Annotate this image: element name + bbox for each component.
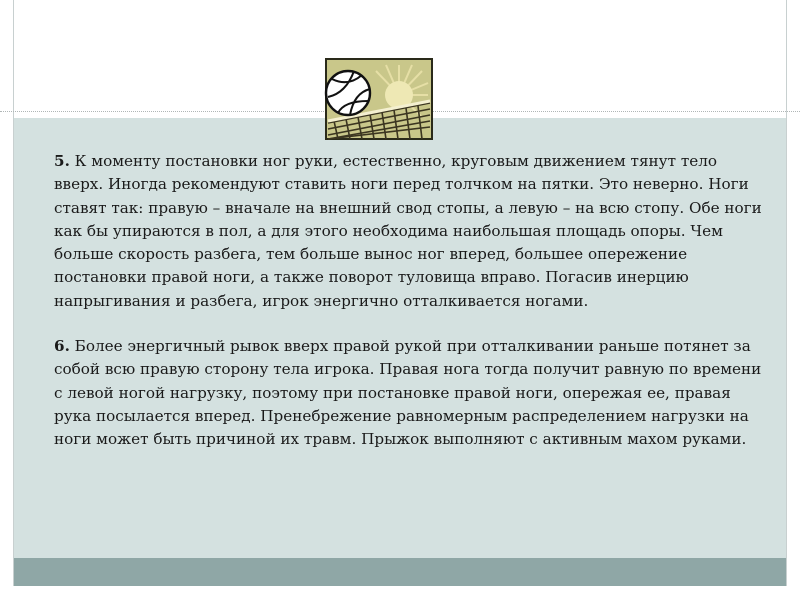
paragraph-number: 5.	[54, 152, 70, 170]
paragraph-number: 6.	[54, 337, 70, 356]
bottom-strip	[0, 586, 800, 600]
footer-bar	[14, 558, 786, 586]
body-text	[54, 150, 766, 452]
volleyball-net-icon	[324, 57, 434, 141]
paragraph-5	[54, 150, 766, 313]
frame-line-right	[786, 0, 787, 600]
paragraph-6	[54, 335, 766, 451]
paragraph-text: Более энергичный рывок вверх правой рукой при отталкивании раньше потянет за собой всю правую сторону тела игрока. Правая нога тогда получит равную по времени с левой ногой нагрузку, поэтому при постановке правой ноги, опережая ее, правая рука посылается вперед. Пренебрежение равномерным распределением нагрузки на ноги может быть причиной их травм. Прыжок выполняют с активным махом руками.	[54, 337, 762, 449]
paragraph-text: К моменту постановки ног руки, естественно, круговым движением тянут тело вверх. Иногда рекомендуют ставить ноги перед толчком на пятки. Это неверно. Ноги ставят так: правую – вначале на внешний свод стопы, а левую – на всю стопу. Обе ноги как бы упираются в пол, а для этого необходима наибольшая площадь опоры. Чем больше скорость разбега, тем больше вынос ног вперед, большее опережение постановки правой ноги, а также поворот туловища вправо. Погасив инерцию напрыгивания и разбега, игрок энергично отталкивается ногами.	[54, 152, 762, 310]
